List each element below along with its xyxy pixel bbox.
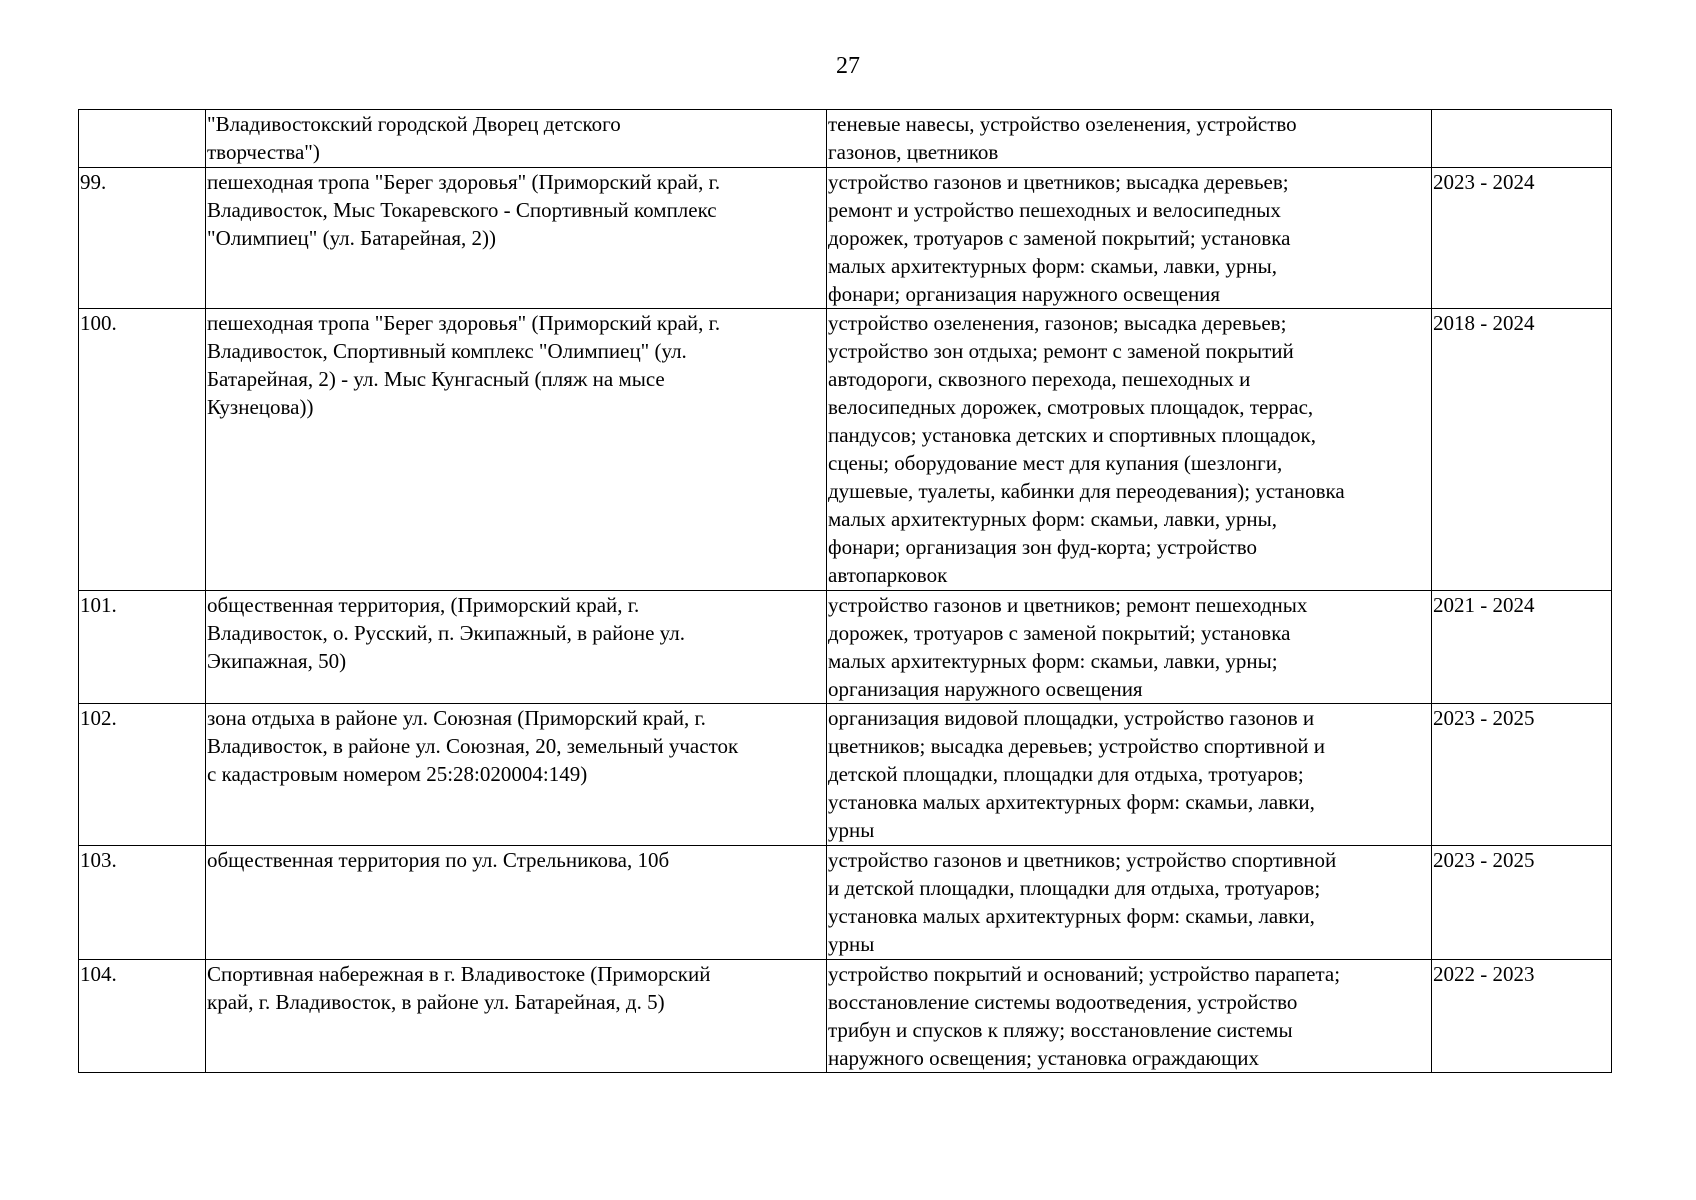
table-row — [79, 704, 1612, 846]
table-row — [79, 309, 1612, 591]
works-cell: устройство озеленения, газонов; высадка деревьев; устройство зон отдыха; ремонт с заменой покрытий автодороги, сквозного перехода, пешеходных и велосипедных дорожек, смотровых площадок, террас, пандусов; установка детских и спортивных площадок, сцены; оборудование мест для купания (шезлонги, душевые, туалеты, кабинки для переодевания); установка малых архитектурных форм: скамьи, лавки, урны, фонари; организация зон фуд-корта; устройство автопарковок — [827, 309, 1432, 591]
object-cell: пешеходная тропа "Берег здоровья" (Приморский край, г. Владивосток, Спортивный комплекс "Олимпиец" (ул. Батарейная, 2) - ул. Мыс Кунгасный (пляж на мысе Кузнецова)) — [206, 309, 827, 591]
object-cell: пешеходная тропа "Берег здоровья" (Приморский край, г. Владивосток, Мыс Токаревского - Спортивный комплекс "Олимпиец" (ул. Батарейная, 2)) — [206, 168, 827, 309]
works-cell: теневые навесы, устройство озеленения, устройство газонов, цветников — [827, 110, 1432, 168]
years-cell: 2018 - 2024 — [1432, 309, 1612, 591]
object-cell: общественная территория, (Приморский край, г. Владивосток, о. Русский, п. Экипажный, в районе ул. Экипажная, 50) — [206, 591, 827, 704]
years-cell: 2022 - 2023 — [1432, 960, 1612, 1073]
row-number-cell: 104. — [79, 960, 206, 1073]
row-number-cell: 99. — [79, 168, 206, 309]
object-cell: "Владивостокский городской Дворец детского творчества") — [206, 110, 827, 168]
row-number-cell: 103. — [79, 846, 206, 960]
years-cell — [1432, 110, 1612, 168]
improvement-objects-table — [78, 109, 1612, 1073]
object-cell: общественная территория по ул. Стрельникова, 10б — [206, 846, 827, 960]
table-row — [79, 168, 1612, 309]
object-cell: зона отдыха в районе ул. Союзная (Приморский край, г. Владивосток, в районе ул. Союзная, 20, земельный участок с кадастровым номером 25:28:020004:149) — [206, 704, 827, 846]
row-number-cell: 101. — [79, 591, 206, 704]
works-cell: устройство газонов и цветников; устройство спортивной и детской площадки, площадки для отдыха, тротуаров; установка малых архитектурных форм: скамьи, лавки, урны — [827, 846, 1432, 960]
table-row — [79, 846, 1612, 960]
object-cell: Спортивная набережная в г. Владивостоке (Приморский край, г. Владивосток, в районе ул. Батарейная, д. 5) — [206, 960, 827, 1073]
years-cell: 2023 - 2025 — [1432, 704, 1612, 846]
years-cell: 2023 - 2024 — [1432, 168, 1612, 309]
page-number: 27 — [836, 53, 860, 79]
row-number-cell: 102. — [79, 704, 206, 846]
row-number-cell: 100. — [79, 309, 206, 591]
table-row — [79, 960, 1612, 1073]
works-cell: организация видовой площадки, устройство газонов и цветников; высадка деревьев; устройство спортивной и детской площадки, площадки для отдыха, тротуаров; установка малых архитектурных форм: скамьи, лавки, урны — [827, 704, 1432, 846]
table-row — [79, 110, 1612, 168]
table-row — [79, 591, 1612, 704]
works-cell: устройство покрытий и оснований; устройство парапета; восстановление системы водоотведения, устройство трибун и спусков к пляжу; восстановление системы наружного освещения; установка ограждающих — [827, 960, 1432, 1073]
years-cell: 2023 - 2025 — [1432, 846, 1612, 960]
years-cell: 2021 - 2024 — [1432, 591, 1612, 704]
row-number-cell — [79, 110, 206, 168]
works-cell: устройство газонов и цветников; высадка деревьев; ремонт и устройство пешеходных и велосипедных дорожек, тротуаров с заменой покрытий; установка малых архитектурных форм: скамьи, лавки, урны, фонари; организация наружного освещения — [827, 168, 1432, 309]
works-cell: устройство газонов и цветников; ремонт пешеходных дорожек, тротуаров с заменой покрытий; установка малых архитектурных форм: скамьи, лавки, урны; организация наружного освещения — [827, 591, 1432, 704]
